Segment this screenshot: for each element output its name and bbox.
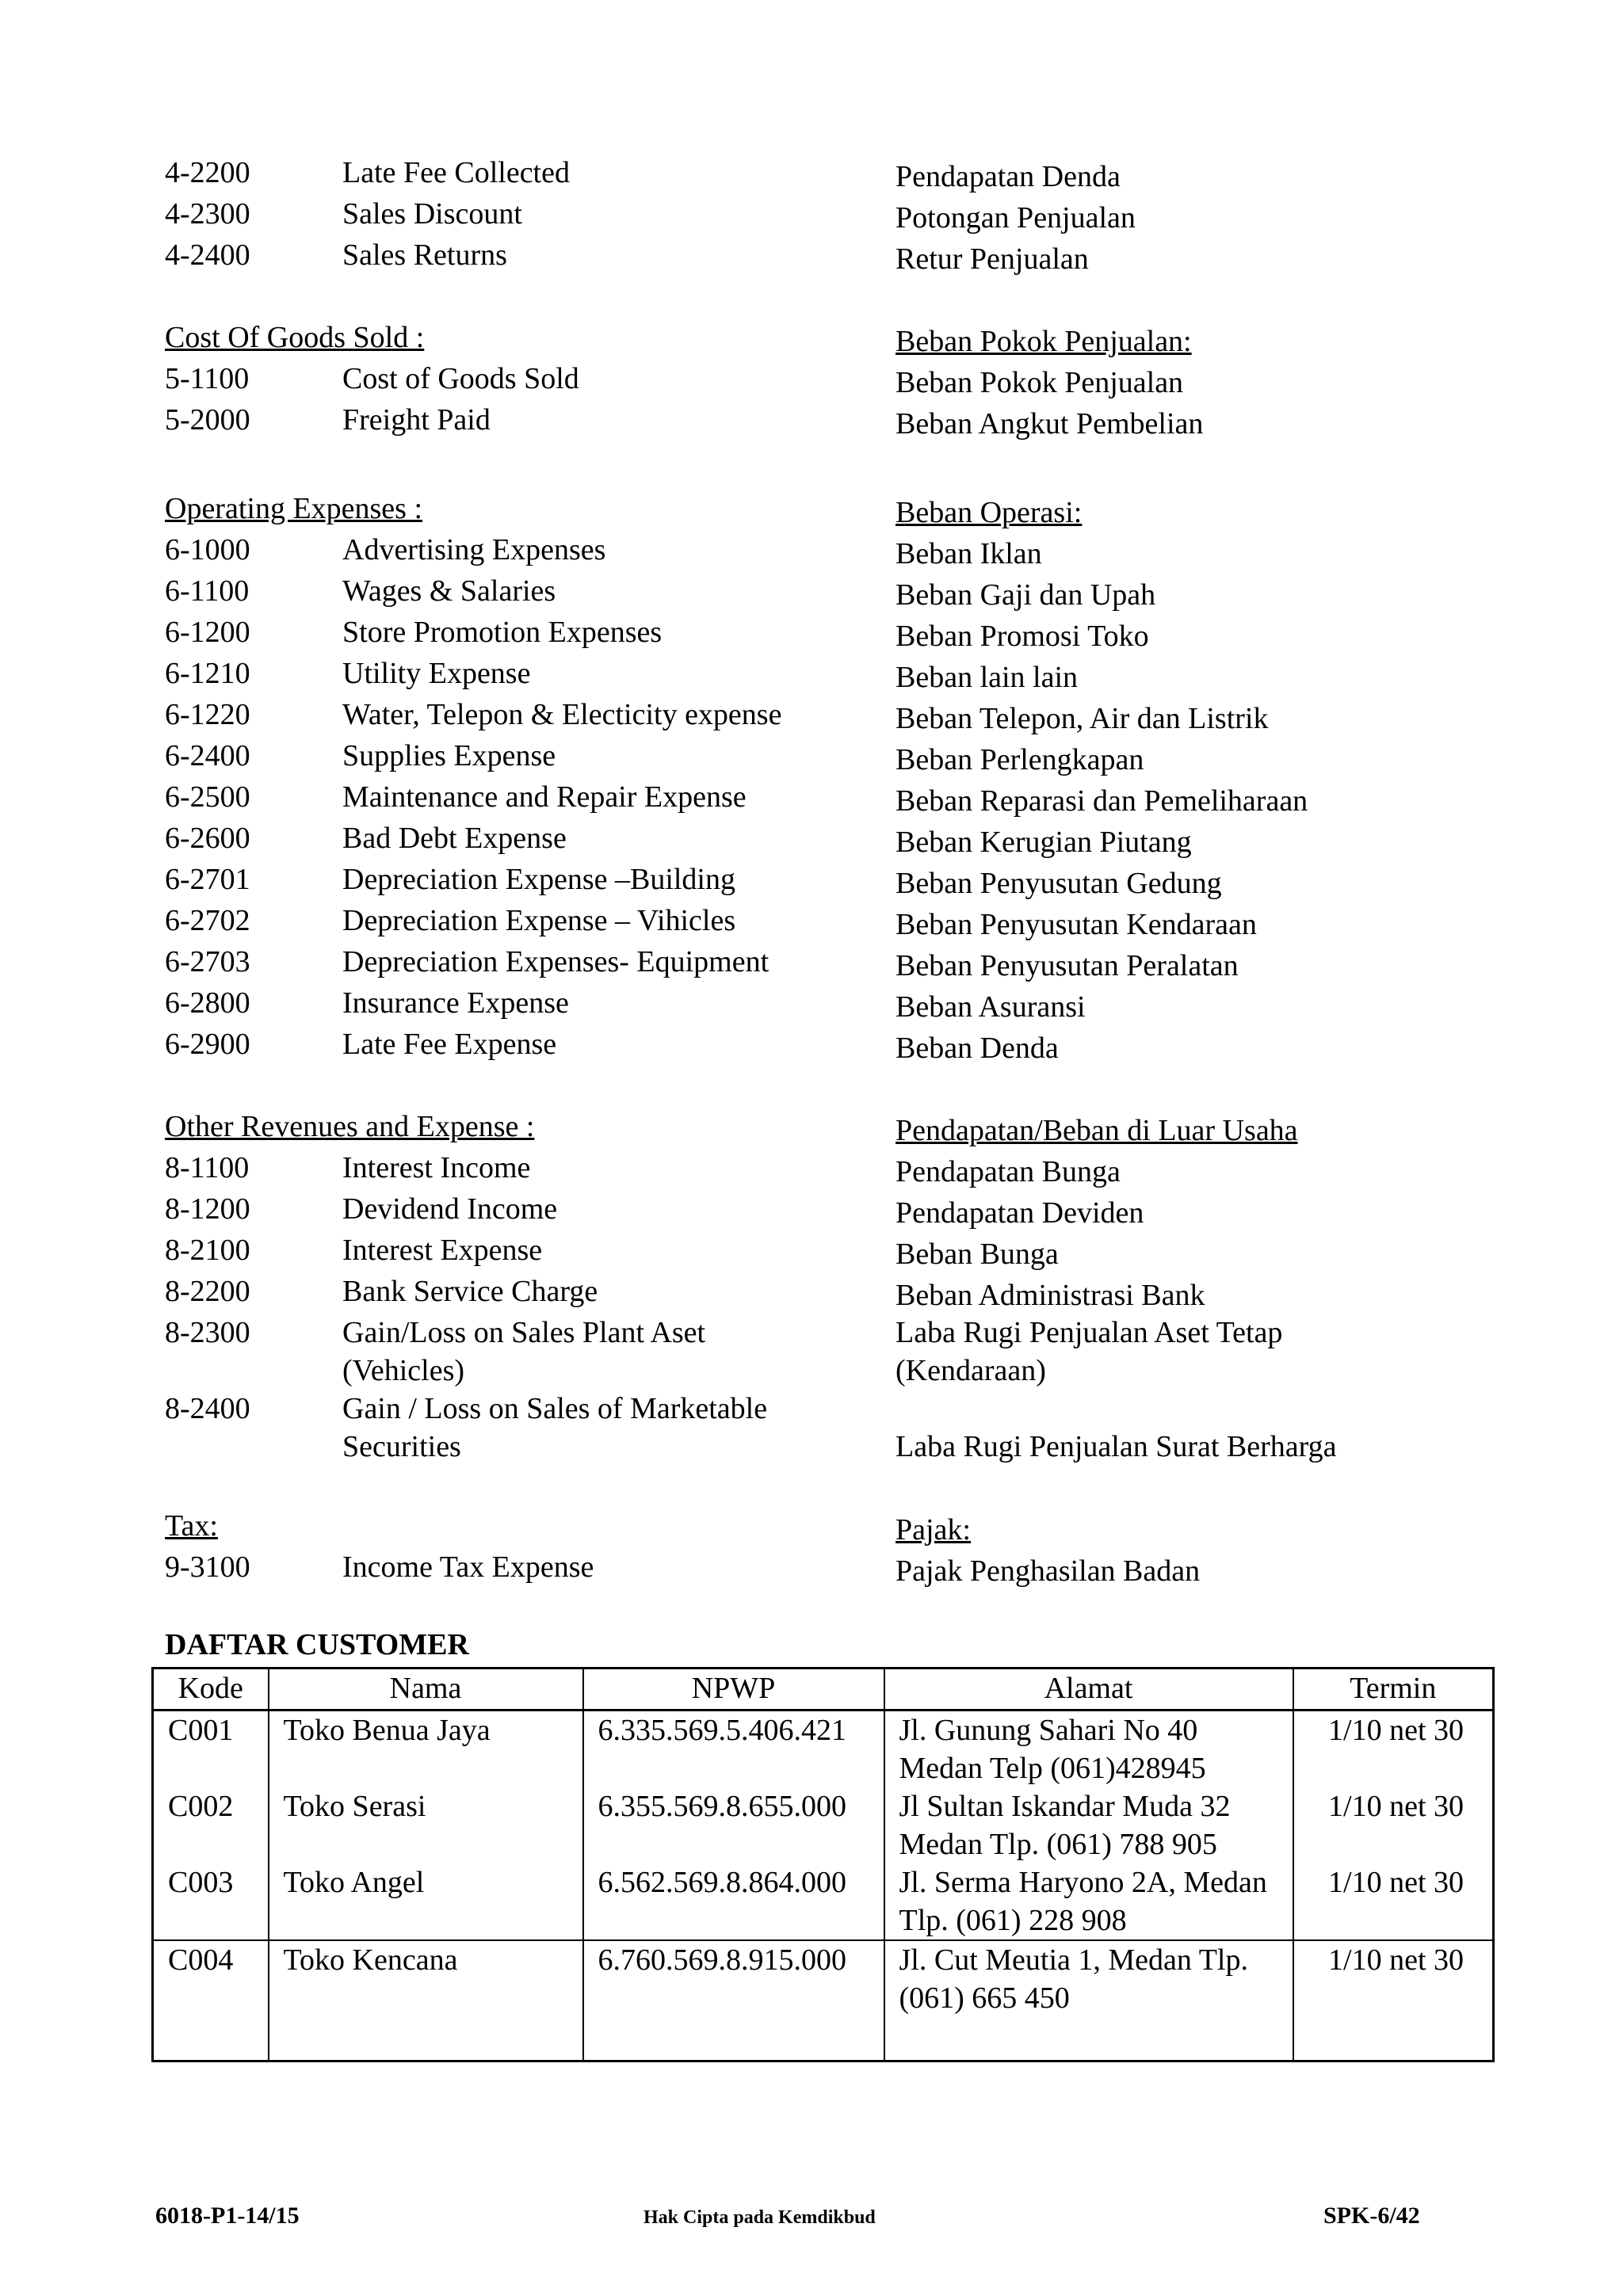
cell-npwp: 6.355.569.8.655.000 bbox=[583, 1787, 884, 1863]
account-name-id: Beban Bunga bbox=[896, 1238, 1059, 1271]
section-header-cogs-en: Cost Of Goods Sold : bbox=[165, 321, 425, 354]
account-code: 8-2100 bbox=[165, 1234, 250, 1267]
account-name-id: Potongan Penjualan bbox=[896, 201, 1136, 235]
cell-alamat: Jl Sultan Iskandar Muda 32 Medan Tlp. (061) 788 905 bbox=[884, 1787, 1293, 1863]
cell-kode: C002 bbox=[153, 1787, 269, 1863]
column-header-kode: Kode bbox=[153, 1669, 269, 1711]
column-header-npwp: NPWP bbox=[583, 1669, 884, 1711]
account-name-id: Laba Rugi Penjualan Surat Berharga bbox=[896, 1430, 1337, 1463]
cell-termin: 1/10 net 30 bbox=[1293, 1863, 1494, 1940]
account-code: 6-2600 bbox=[165, 822, 250, 855]
section-header-other-id: Pendapatan/Beban di Luar Usaha bbox=[896, 1114, 1298, 1147]
account-code: 5-2000 bbox=[165, 403, 250, 437]
account-code: 6-2900 bbox=[165, 1028, 250, 1061]
account-name-en: Income Tax Expense bbox=[342, 1550, 594, 1584]
cell-npwp: 6.760.569.8.915.000 bbox=[583, 1940, 884, 2061]
cell-npwp: 6.562.569.8.864.000 bbox=[583, 1863, 884, 1940]
account-code: 5-1100 bbox=[165, 362, 250, 395]
account-name-id: Beban Gaji dan Upah bbox=[896, 578, 1156, 612]
account-name-id: Pajak Penghasilan Badan bbox=[896, 1554, 1201, 1588]
account-code: 6-1220 bbox=[165, 698, 250, 731]
account-name-id: Beban lain lain bbox=[896, 661, 1079, 694]
account-name-en: Devidend Income bbox=[342, 1192, 558, 1226]
table-header-row bbox=[153, 1669, 1494, 1711]
account-name-en: Depreciation Expense –Building bbox=[342, 863, 735, 896]
account-code: 8-2200 bbox=[165, 1275, 250, 1308]
account-name-id: Beban Asuransi bbox=[896, 990, 1086, 1024]
account-name-en: Freight Paid bbox=[342, 403, 491, 437]
cell-alamat: Jl. Serma Haryono 2A, Medan Tlp. (061) 228 908 bbox=[884, 1863, 1293, 1940]
account-name-en-continued: Securities bbox=[342, 1430, 461, 1463]
cell-nama: Toko Kencana bbox=[269, 1940, 583, 2061]
account-name-id: Beban Pokok Penjualan bbox=[896, 366, 1184, 399]
account-name-id: Beban Angkut Pembelian bbox=[896, 407, 1204, 441]
table-row bbox=[153, 1787, 1494, 1863]
account-name-en: Depreciation Expenses- Equipment bbox=[342, 945, 769, 978]
account-name-en: Bank Service Charge bbox=[342, 1275, 598, 1308]
account-code: 9-3100 bbox=[165, 1550, 250, 1584]
section-header-opex-id: Beban Operasi: bbox=[896, 496, 1083, 529]
account-name-en: Gain/Loss on Sales Plant Aset bbox=[342, 1316, 706, 1349]
section-header-tax-id: Pajak: bbox=[896, 1513, 971, 1547]
account-code: 4-2200 bbox=[165, 156, 250, 189]
account-name-en: Wages & Salaries bbox=[342, 574, 556, 608]
table-row bbox=[153, 1940, 1494, 2061]
cell-termin: 1/10 net 30 bbox=[1293, 1711, 1494, 1788]
account-name-en: Cost of Goods Sold bbox=[342, 362, 579, 395]
column-header-alamat: Alamat bbox=[884, 1669, 1293, 1711]
column-header-nama: Nama bbox=[269, 1669, 583, 1711]
account-name-en: Water, Telepon & Electicity expense bbox=[342, 698, 782, 731]
cell-termin: 1/10 net 30 bbox=[1293, 1940, 1494, 2061]
account-code: 6-1200 bbox=[165, 616, 250, 649]
account-name-en: Sales Discount bbox=[342, 197, 522, 231]
account-name-en: Store Promotion Expenses bbox=[342, 616, 663, 649]
table-row bbox=[153, 1711, 1494, 1788]
cell-nama: Toko Benua Jaya bbox=[269, 1711, 583, 1788]
account-name-en: Insurance Expense bbox=[342, 986, 569, 1020]
account-code: 6-1000 bbox=[165, 533, 250, 566]
account-code: 8-1200 bbox=[165, 1192, 250, 1226]
account-code: 6-1100 bbox=[165, 574, 250, 608]
account-code: 6-2400 bbox=[165, 739, 250, 772]
account-code: 4-2300 bbox=[165, 197, 250, 231]
account-name-id: Beban Administrasi Bank bbox=[896, 1279, 1205, 1312]
account-name-id: Beban Kerugian Piutang bbox=[896, 826, 1192, 859]
footer-copyright: Hak Cipta pada Kemdikbud bbox=[643, 2207, 876, 2228]
cell-npwp: 6.335.569.5.406.421 bbox=[583, 1711, 884, 1788]
column-header-termin: Termin bbox=[1293, 1669, 1494, 1711]
account-name-en: Supplies Expense bbox=[342, 739, 556, 772]
cell-nama: Toko Angel bbox=[269, 1863, 583, 1940]
section-header-other-en: Other Revenues and Expense : bbox=[165, 1110, 535, 1143]
account-name-en: Gain / Loss on Sales of Marketable bbox=[342, 1392, 768, 1425]
account-name-en: Interest Income bbox=[342, 1151, 531, 1184]
cell-kode: C004 bbox=[153, 1940, 269, 2061]
account-name-en: Late Fee Collected bbox=[342, 156, 570, 189]
account-name-en: Late Fee Expense bbox=[342, 1028, 557, 1061]
account-code: 4-2400 bbox=[165, 238, 250, 272]
account-name-id: Beban Telepon, Air dan Listrik bbox=[896, 702, 1269, 735]
account-name-id: Beban Perlengkapan bbox=[896, 743, 1144, 776]
account-name-id: Retur Penjualan bbox=[896, 242, 1089, 276]
section-header-cogs-id: Beban Pokok Penjualan: bbox=[896, 325, 1192, 358]
account-code: 6-2701 bbox=[165, 863, 250, 896]
section-header-opex-en: Operating Expenses : bbox=[165, 492, 423, 525]
account-name-id: Beban Penyusutan Peralatan bbox=[896, 949, 1239, 982]
account-name-en: Interest Expense bbox=[342, 1234, 543, 1267]
account-name-id: Beban Promosi Toko bbox=[896, 620, 1149, 653]
section-header-tax-en: Tax: bbox=[165, 1509, 218, 1543]
table-row bbox=[153, 1863, 1494, 1940]
account-code: 6-2800 bbox=[165, 986, 250, 1020]
customer-table bbox=[151, 1667, 1495, 2062]
account-name-en: Maintenance and Repair Expense bbox=[342, 780, 747, 814]
cell-alamat: Jl. Cut Meutia 1, Medan Tlp. (061) 665 450 bbox=[884, 1940, 1293, 2061]
account-code: 6-2703 bbox=[165, 945, 250, 978]
cell-kode: C003 bbox=[153, 1863, 269, 1940]
account-name-id: Beban Penyusutan Kendaraan bbox=[896, 908, 1257, 941]
footer-doc-code: 6018-P1-14/15 bbox=[155, 2203, 300, 2229]
account-code: 6-2500 bbox=[165, 780, 250, 814]
account-name-id: Beban Iklan bbox=[896, 537, 1042, 570]
account-name-id: Pendapatan Denda bbox=[896, 160, 1121, 193]
account-code: 6-2702 bbox=[165, 904, 250, 937]
account-name-en: Depreciation Expense – Vihicles bbox=[342, 904, 736, 937]
footer-page-number: SPK-6/42 bbox=[1323, 2203, 1420, 2229]
cell-nama: Toko Serasi bbox=[269, 1787, 583, 1863]
account-name-en: Advertising Expenses bbox=[342, 533, 606, 566]
account-name-id: Pendapatan Bunga bbox=[896, 1155, 1121, 1188]
account-code: 8-1100 bbox=[165, 1151, 250, 1184]
account-name-id: Beban Denda bbox=[896, 1032, 1059, 1065]
account-name-id: Beban Reparasi dan Pemeliharaan bbox=[896, 784, 1308, 818]
cell-kode: C001 bbox=[153, 1711, 269, 1788]
account-name-id: Laba Rugi Penjualan Aset Tetap bbox=[896, 1316, 1283, 1349]
account-name-id: Beban Penyusutan Gedung bbox=[896, 867, 1222, 900]
account-code: 6-1210 bbox=[165, 657, 250, 690]
account-name-en-continued: (Vehicles) bbox=[342, 1354, 465, 1387]
account-name-id: Pendapatan Deviden bbox=[896, 1196, 1144, 1230]
account-name-en: Sales Returns bbox=[342, 238, 507, 272]
account-code: 8-2300 bbox=[165, 1316, 250, 1349]
account-name-en: Utility Expense bbox=[342, 657, 531, 690]
cell-termin: 1/10 net 30 bbox=[1293, 1787, 1494, 1863]
cell-alamat: Jl. Gunung Sahari No 40 Medan Telp (061)428945 bbox=[884, 1711, 1293, 1788]
account-name-id-continued: (Kendaraan) bbox=[896, 1354, 1046, 1387]
account-name-en: Bad Debt Expense bbox=[342, 822, 567, 855]
account-code: 8-2400 bbox=[165, 1392, 250, 1425]
customer-list-title: DAFTAR CUSTOMER bbox=[165, 1628, 469, 1661]
